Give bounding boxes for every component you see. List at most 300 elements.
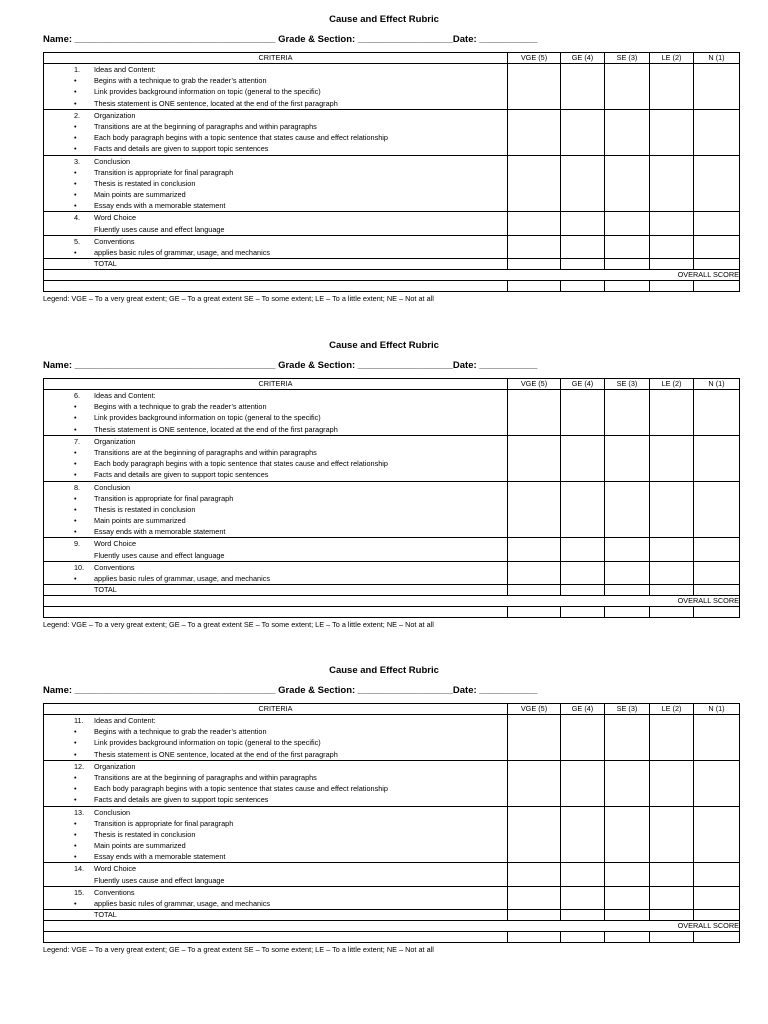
score-cell[interactable] — [561, 390, 605, 436]
criterion-text: Essay ends with a memorable statement — [94, 852, 226, 862]
section-heading — [44, 807, 507, 818]
section-heading — [44, 110, 507, 121]
criterion-item — [44, 143, 507, 154]
score-cell[interactable] — [561, 235, 605, 258]
score-cell[interactable] — [650, 235, 694, 258]
section-number: 2. — [74, 110, 81, 120]
bullet-icon: • — [74, 527, 77, 537]
rubric-title: Cause and Effect Rubric — [329, 14, 439, 25]
total-cell — [44, 585, 508, 596]
score-cell[interactable] — [605, 806, 650, 863]
score-cell[interactable] — [508, 760, 561, 806]
score-cell[interactable] — [561, 585, 605, 596]
criteria-cell — [44, 155, 508, 212]
criterion-item — [44, 737, 507, 748]
bullet-icon: • — [74, 133, 77, 143]
section-title: Organization — [94, 436, 136, 446]
criterion-text: Transitions are at the beginning of paragraphs and within paragraphs — [94, 447, 317, 457]
score-cell[interactable] — [605, 64, 650, 110]
score-cell[interactable] — [605, 109, 650, 155]
score-cell[interactable] — [508, 607, 561, 618]
score-cell[interactable] — [605, 863, 650, 886]
overall-score-value-row — [44, 607, 740, 618]
score-cell[interactable] — [508, 259, 561, 270]
criterion-item — [44, 424, 507, 435]
criterion-item — [44, 224, 507, 235]
score-cell[interactable] — [561, 64, 605, 110]
score-cell[interactable] — [561, 760, 605, 806]
score-cell[interactable] — [561, 932, 605, 943]
score-cell[interactable] — [605, 715, 650, 761]
legend: Legend: VGE – To a very great extent; GE – To a great extent SE – To some extent; LE – To a little extent; NE – Not at all — [43, 620, 434, 629]
section-number: 3. — [74, 156, 81, 166]
score-cell[interactable] — [650, 155, 694, 212]
score-cell[interactable] — [561, 806, 605, 863]
score-cell[interactable] — [650, 281, 694, 292]
criteria-cell — [44, 886, 508, 909]
criterion-item — [44, 573, 507, 584]
score-header: GE (4) — [561, 53, 605, 64]
score-header: SE (3) — [605, 704, 650, 715]
criteria-header: CRITERIA — [44, 53, 508, 64]
score-cell[interactable] — [508, 64, 561, 110]
criterion-text: applies basic rules of grammar, usage, and mechanics — [94, 899, 271, 908]
criterion-item — [44, 458, 507, 469]
bullet-icon: • — [74, 749, 77, 759]
section-title: Conventions — [94, 562, 135, 572]
section-number: 13. — [74, 807, 85, 817]
criterion-text: Link provides background information on topic (general to the specific) — [94, 413, 321, 423]
rubric-table — [43, 378, 740, 618]
score-cell[interactable] — [694, 863, 740, 886]
bullet-icon: • — [74, 504, 77, 514]
section-heading — [44, 156, 507, 167]
score-cell[interactable] — [561, 561, 605, 584]
score-cell[interactable] — [561, 259, 605, 270]
section-number: 6. — [74, 391, 81, 400]
criterion-item — [44, 401, 507, 412]
score-cell[interactable] — [694, 561, 740, 584]
criterion-text: Main points are summarized — [94, 516, 186, 526]
name-grade-date-line: Name: ______________________________________ Grade & Section: __________________Date: ___________ — [43, 34, 538, 45]
bullet-icon: • — [74, 413, 77, 423]
score-cell[interactable] — [694, 910, 740, 921]
score-header: LE (2) — [650, 704, 694, 715]
criterion-text: applies basic rules of grammar, usage, and mechanics — [94, 248, 271, 257]
score-cell[interactable] — [694, 109, 740, 155]
score-cell[interactable] — [508, 109, 561, 155]
bullet-icon: • — [74, 818, 77, 828]
bullet-icon: • — [74, 459, 77, 469]
legend: Legend: VGE – To a very great extent; GE – To a great extent SE – To some extent; LE – To a little extent; NE – Not at all — [43, 294, 434, 303]
section-number: 15. — [74, 887, 85, 897]
criterion-text: Facts and details are given to support topic sentences — [94, 470, 269, 480]
criterion-text: Facts and details are given to support topic sentences — [94, 144, 269, 154]
score-header: GE (4) — [561, 704, 605, 715]
criterion-item — [44, 818, 507, 829]
section-heading — [44, 562, 507, 573]
criterion-text: applies basic rules of grammar, usage, and mechanics — [94, 574, 271, 583]
overall-score-row — [44, 921, 740, 932]
section-title: Organization — [94, 761, 136, 771]
criteria-cell — [44, 481, 508, 538]
criterion-item — [44, 550, 507, 561]
score-cell[interactable] — [694, 886, 740, 909]
criteria-row — [44, 863, 740, 886]
score-cell[interactable] — [605, 932, 650, 943]
score-cell[interactable] — [605, 760, 650, 806]
section-number: 11. — [74, 716, 84, 725]
overall-score-blank — [44, 932, 508, 943]
score-cell[interactable] — [561, 607, 605, 618]
score-cell[interactable] — [605, 281, 650, 292]
score-cell[interactable] — [650, 607, 694, 618]
score-cell[interactable] — [508, 281, 561, 292]
score-cell[interactable] — [605, 390, 650, 436]
score-cell[interactable] — [605, 607, 650, 618]
section-heading — [44, 761, 507, 772]
criterion-text: Transition is appropriate for final paragraph — [94, 493, 234, 503]
score-header: SE (3) — [605, 53, 650, 64]
section-heading — [44, 64, 507, 75]
bullet-icon: • — [74, 424, 77, 434]
total-label: TOTAL — [94, 259, 117, 269]
criterion-item — [44, 898, 507, 909]
criterion-item — [44, 412, 507, 423]
criterion-item — [44, 447, 507, 458]
criterion-text: Each body paragraph begins with a topic sentence that states cause and effect relationship — [94, 784, 388, 794]
section-number: 7. — [74, 436, 81, 446]
section-title: Conclusion — [94, 482, 131, 492]
criterion-text: Thesis is restated in conclusion — [94, 829, 196, 839]
section-number: 1. — [74, 65, 81, 74]
section-title: Ideas and Content: — [94, 716, 156, 725]
criterion-text: Thesis statement is ONE sentence, located at the end of the first paragraph — [94, 749, 338, 759]
score-header: SE (3) — [605, 379, 650, 390]
criteria-cell — [44, 109, 508, 155]
criterion-item — [44, 132, 507, 143]
criterion-item — [44, 749, 507, 760]
score-cell[interactable] — [605, 155, 650, 212]
score-cell[interactable] — [650, 886, 694, 909]
bullet-icon: • — [74, 98, 77, 108]
bullet-icon: • — [74, 852, 77, 862]
bullet-icon: • — [74, 402, 77, 412]
overall-score-blank — [44, 281, 508, 292]
score-cell[interactable] — [694, 64, 740, 110]
bullet-icon: • — [74, 201, 77, 211]
bullet-icon: • — [74, 727, 77, 737]
overall-score-row — [44, 270, 740, 281]
score-cell[interactable] — [605, 259, 650, 270]
score-cell[interactable] — [694, 435, 740, 481]
header-row — [44, 379, 740, 390]
score-cell[interactable] — [605, 212, 650, 235]
score-cell[interactable] — [650, 806, 694, 863]
score-cell[interactable] — [508, 863, 561, 886]
criterion-text: Thesis is restated in conclusion — [94, 504, 196, 514]
bullet-icon: • — [74, 178, 77, 188]
bullet-icon: • — [74, 87, 77, 97]
score-cell[interactable] — [561, 863, 605, 886]
bullet-icon: • — [74, 248, 77, 257]
criterion-item — [44, 794, 507, 805]
overall-score-value-row — [44, 932, 740, 943]
criterion-item — [44, 178, 507, 189]
score-cell[interactable] — [605, 435, 650, 481]
bullet-icon: • — [74, 167, 77, 177]
score-cell[interactable] — [508, 932, 561, 943]
criterion-item — [44, 86, 507, 97]
total-row — [44, 910, 740, 921]
section-title: Organization — [94, 110, 136, 120]
section-heading — [44, 887, 507, 898]
score-cell[interactable] — [694, 760, 740, 806]
score-cell[interactable] — [508, 585, 561, 596]
score-cell[interactable] — [605, 561, 650, 584]
score-cell[interactable] — [650, 863, 694, 886]
score-cell[interactable] — [605, 886, 650, 909]
criterion-item — [44, 469, 507, 480]
name-grade-date-line: Name: ______________________________________ Grade & Section: __________________Date: ___________ — [43, 685, 538, 696]
score-cell[interactable] — [650, 760, 694, 806]
bullet-icon: • — [74, 829, 77, 839]
criterion-text: Link provides background information on topic (general to the specific) — [94, 738, 321, 748]
score-cell[interactable] — [561, 910, 605, 921]
section-title: Ideas and Content: — [94, 391, 156, 400]
score-cell[interactable] — [650, 390, 694, 436]
bullet-icon: • — [74, 493, 77, 503]
score-cell[interactable] — [650, 538, 694, 561]
criterion-text: Fluently uses cause and effect language — [94, 550, 225, 560]
score-cell[interactable] — [694, 212, 740, 235]
criteria-cell — [44, 806, 508, 863]
section-number: 8. — [74, 482, 81, 492]
score-cell[interactable] — [561, 538, 605, 561]
section-number: 9. — [74, 539, 81, 549]
score-cell[interactable] — [561, 281, 605, 292]
score-header: VGE (5) — [508, 379, 561, 390]
bullet-icon: • — [74, 144, 77, 154]
score-header: N (1) — [694, 53, 740, 64]
score-cell[interactable] — [650, 932, 694, 943]
criteria-row — [44, 235, 740, 258]
section-title: Conventions — [94, 887, 135, 897]
section-number: 5. — [74, 236, 81, 246]
criterion-text: Link provides background information on topic (general to the specific) — [94, 87, 321, 97]
criterion-text: Begins with a technique to grab the reader’s attention — [94, 76, 267, 86]
criteria-cell — [44, 760, 508, 806]
criterion-item — [44, 98, 507, 109]
score-cell[interactable] — [605, 538, 650, 561]
section-heading — [44, 482, 507, 493]
criterion-text: Thesis statement is ONE sentence, located at the end of the first paragraph — [94, 98, 338, 108]
criteria-row — [44, 155, 740, 212]
score-cell[interactable] — [694, 481, 740, 538]
section-number: 4. — [74, 213, 81, 223]
score-cell[interactable] — [561, 435, 605, 481]
bullet-icon: • — [74, 76, 77, 86]
criteria-row — [44, 561, 740, 584]
score-cell[interactable] — [694, 235, 740, 258]
criterion-item — [44, 526, 507, 537]
criterion-text: Fluently uses cause and effect language — [94, 875, 225, 885]
criterion-text: Begins with a technique to grab the reader’s attention — [94, 727, 267, 737]
score-cell[interactable] — [650, 259, 694, 270]
score-cell[interactable] — [694, 259, 740, 270]
criteria-row — [44, 64, 740, 110]
criterion-text: Main points are summarized — [94, 190, 186, 200]
criteria-cell — [44, 390, 508, 436]
criterion-item — [44, 726, 507, 737]
score-cell[interactable] — [561, 886, 605, 909]
criterion-text: Each body paragraph begins with a topic sentence that states cause and effect relationship — [94, 459, 388, 469]
rubric-table — [43, 703, 740, 943]
score-cell[interactable] — [561, 155, 605, 212]
criterion-item — [44, 121, 507, 132]
criteria-row — [44, 109, 740, 155]
score-cell[interactable] — [650, 715, 694, 761]
criterion-text: Essay ends with a memorable statement — [94, 201, 226, 211]
bullet-icon: • — [74, 784, 77, 794]
score-cell[interactable] — [561, 212, 605, 235]
score-cell[interactable] — [561, 481, 605, 538]
score-cell[interactable] — [650, 212, 694, 235]
score-cell[interactable] — [508, 481, 561, 538]
criterion-text: Thesis is restated in conclusion — [94, 178, 196, 188]
score-cell[interactable] — [694, 932, 740, 943]
criterion-text: Each body paragraph begins with a topic sentence that states cause and effect relationship — [94, 133, 388, 143]
score-cell[interactable] — [508, 806, 561, 863]
score-cell[interactable] — [694, 715, 740, 761]
overall-score-row — [44, 596, 740, 607]
score-cell[interactable] — [650, 585, 694, 596]
section-title: Word Choice — [94, 864, 137, 874]
criteria-row — [44, 538, 740, 561]
section-heading — [44, 212, 507, 223]
criterion-item — [44, 829, 507, 840]
overall-score-label: OVERALL SCORE — [44, 270, 740, 281]
bullet-icon: • — [74, 899, 77, 908]
score-header: N (1) — [694, 379, 740, 390]
score-cell[interactable] — [650, 561, 694, 584]
section-title: Conclusion — [94, 156, 131, 166]
total-label: TOTAL — [94, 585, 117, 595]
section-heading — [44, 236, 507, 247]
criterion-item — [44, 75, 507, 86]
criteria-row — [44, 806, 740, 863]
criterion-text: Transitions are at the beginning of paragraphs and within paragraphs — [94, 121, 317, 131]
score-header: VGE (5) — [508, 53, 561, 64]
criteria-cell — [44, 863, 508, 886]
score-cell[interactable] — [650, 64, 694, 110]
bullet-icon: • — [74, 841, 77, 851]
section-title: Ideas and Content: — [94, 65, 156, 74]
rubric-title: Cause and Effect Rubric — [329, 665, 439, 676]
criterion-item — [44, 875, 507, 886]
total-row — [44, 259, 740, 270]
score-cell[interactable] — [561, 109, 605, 155]
section-title: Conclusion — [94, 807, 131, 817]
score-header: N (1) — [694, 704, 740, 715]
score-cell[interactable] — [650, 910, 694, 921]
score-cell[interactable] — [650, 481, 694, 538]
score-cell[interactable] — [508, 212, 561, 235]
bullet-icon: • — [74, 447, 77, 457]
criteria-header: CRITERIA — [44, 379, 508, 390]
score-cell[interactable] — [561, 715, 605, 761]
score-header: LE (2) — [650, 379, 694, 390]
criterion-text: Facts and details are given to support topic sentences — [94, 795, 269, 805]
score-cell[interactable] — [605, 585, 650, 596]
criteria-row — [44, 886, 740, 909]
score-cell[interactable] — [508, 155, 561, 212]
score-cell[interactable] — [694, 607, 740, 618]
score-cell[interactable] — [508, 435, 561, 481]
score-cell[interactable] — [605, 481, 650, 538]
total-row — [44, 585, 740, 596]
score-cell[interactable] — [508, 538, 561, 561]
score-cell[interactable] — [508, 390, 561, 436]
section-title: Word Choice — [94, 539, 137, 549]
section-heading — [44, 390, 507, 401]
score-cell[interactable] — [694, 155, 740, 212]
bullet-icon: • — [74, 772, 77, 782]
criterion-item — [44, 515, 507, 526]
criteria-cell — [44, 561, 508, 584]
score-cell[interactable] — [508, 715, 561, 761]
bullet-icon: • — [74, 574, 77, 583]
score-header: LE (2) — [650, 53, 694, 64]
score-cell[interactable] — [508, 910, 561, 921]
score-cell[interactable] — [650, 435, 694, 481]
criteria-cell — [44, 235, 508, 258]
total-cell — [44, 259, 508, 270]
section-heading — [44, 436, 507, 447]
legend: Legend: VGE – To a very great extent; GE – To a great extent SE – To some extent; LE – To a little extent; NE – Not at all — [43, 945, 434, 954]
score-cell[interactable] — [650, 109, 694, 155]
criteria-cell — [44, 435, 508, 481]
criterion-text: Transition is appropriate for final paragraph — [94, 818, 234, 828]
score-cell[interactable] — [605, 910, 650, 921]
criterion-text: Transition is appropriate for final paragraph — [94, 167, 234, 177]
rubric-title: Cause and Effect Rubric — [329, 340, 439, 351]
criterion-item — [44, 504, 507, 515]
score-cell[interactable] — [694, 585, 740, 596]
score-cell[interactable] — [508, 561, 561, 584]
header-row — [44, 704, 740, 715]
criteria-cell — [44, 64, 508, 110]
overall-score-label: OVERALL SCORE — [44, 921, 740, 932]
name-grade-date-line: Name: ______________________________________ Grade & Section: __________________Date: ___________ — [43, 360, 538, 371]
total-label: TOTAL — [94, 910, 117, 920]
score-cell[interactable] — [694, 281, 740, 292]
score-cell[interactable] — [508, 886, 561, 909]
score-cell[interactable] — [508, 235, 561, 258]
score-cell[interactable] — [694, 390, 740, 436]
bullet-icon: • — [74, 470, 77, 480]
score-cell[interactable] — [605, 235, 650, 258]
criterion-item — [44, 189, 507, 200]
score-cell[interactable] — [694, 806, 740, 863]
criteria-row — [44, 715, 740, 761]
section-number: 12. — [74, 761, 85, 771]
bullet-icon: • — [74, 516, 77, 526]
criterion-item — [44, 493, 507, 504]
criteria-row — [44, 212, 740, 235]
score-cell[interactable] — [694, 538, 740, 561]
total-cell — [44, 910, 508, 921]
